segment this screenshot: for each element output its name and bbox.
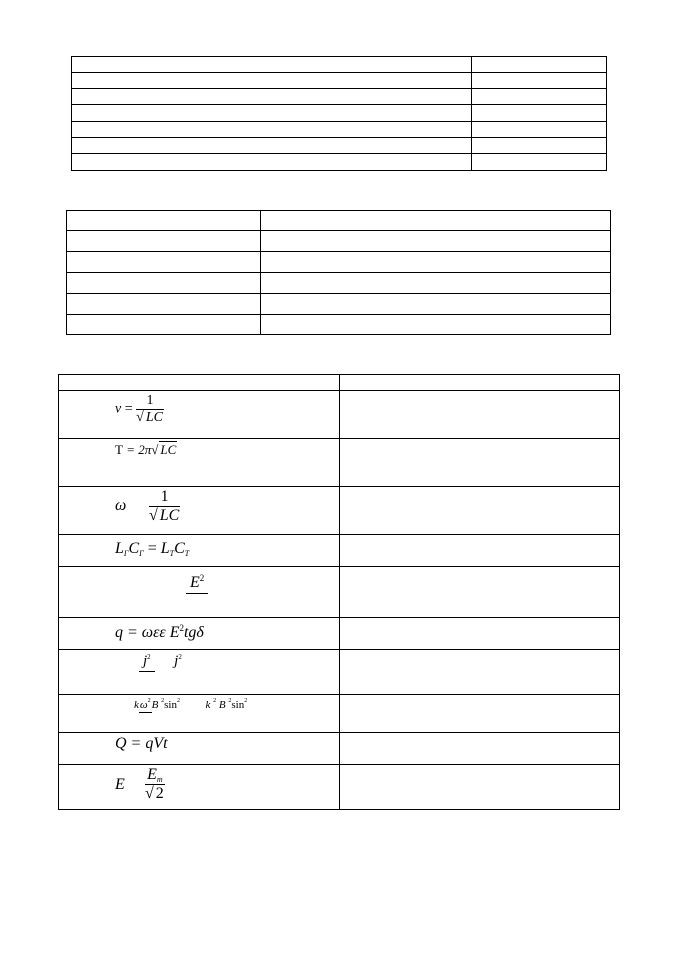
formula-dielectric-loss: q = ωεε $E^2tg\delta$ [115, 623, 204, 641]
formula-heat: Q = qVt [115, 735, 168, 752]
formula-table-row-divider [59, 732, 619, 733]
formula-frequency: ν = $\frac{1}{√ LC}$ [115, 393, 163, 425]
formula-induction-heating: $k\omega^2B$ $^2\sin^2$ k $^2$ B $^2\sin^2$ [134, 698, 248, 711]
formula-table-row-divider [59, 486, 619, 487]
formula-table-row-divider [59, 438, 619, 439]
formula-period: T = 2π√ LC [115, 442, 177, 457]
table-2 [66, 210, 611, 335]
table-2-row-divider [67, 230, 610, 231]
table-2-row-divider [67, 293, 610, 294]
formula-table-row-divider [59, 390, 619, 391]
formula-table-column-divider [339, 375, 340, 809]
formula-table-row-divider [59, 534, 619, 535]
table-1-row-divider [72, 88, 606, 89]
formula-e-squared: $E^2$ [186, 575, 208, 594]
formula-table-row-divider [59, 764, 619, 765]
formula-table-row-divider [59, 694, 619, 695]
table-1-row-divider [72, 72, 606, 73]
table-1 [71, 56, 607, 171]
table-1-row-divider [72, 104, 606, 105]
table-2-row-divider [67, 272, 610, 273]
formula-table-row-divider [59, 649, 619, 650]
formula-effective-value: E $\frac{Em}{√ 2}$ [115, 766, 164, 802]
formula-angular-frequency: ω $\frac{1}{√ LC}$ [115, 488, 180, 524]
table-2-row-divider [67, 314, 610, 315]
table-1-row-divider [72, 121, 606, 122]
formula-current-density: $j^2$ $j^2$ [139, 654, 182, 672]
table-2-row-divider [67, 251, 610, 252]
formula-table-row-divider [59, 617, 619, 618]
formula-table-row-divider [59, 566, 619, 567]
table-1-row-divider [72, 153, 606, 154]
table-1-row-divider [72, 137, 606, 138]
formula-resonance-equality: LГCГ = LТCТ [115, 540, 190, 558]
